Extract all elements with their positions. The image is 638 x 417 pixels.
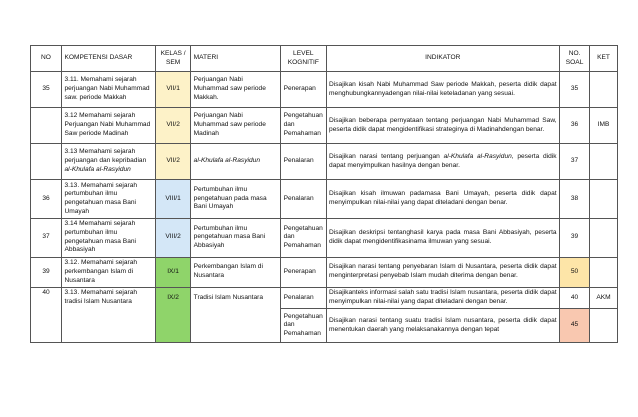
row-level: Pengetahuan dan Pemahaman — [281, 108, 326, 144]
row-no-soal: 37 — [560, 144, 590, 180]
table-row — [31, 257, 618, 287]
row-indikator: Disajikan narasi tentang suatu tradisi Islam nusantara, peserta didik dapat menentukan daerah yang melaksanakannya dengan tepat — [326, 309, 560, 343]
kd-text: 3.13 Memahami sejarah perjuangan dan kepribadian — [64, 148, 147, 165]
row-indikator: Disajikan kisah ilmuwan padamasa Bani Umayah, peserta didik dapat menyimpulkan nilai-nilai yang dapat diteladani dengan benar. — [326, 180, 560, 219]
row-kompetensi-dasar: 3.13. Memahami sejarah tradisi Islam Nusantara — [62, 287, 156, 342]
header-no: NO — [31, 46, 62, 72]
row-no-soal: 45 — [560, 309, 590, 343]
row-ket — [590, 144, 618, 180]
row-kelas: VIII/1 — [156, 180, 191, 219]
header-kelas-sem — [156, 46, 191, 72]
header-soal-line1: NO. — [568, 49, 581, 57]
row-materi — [191, 144, 281, 180]
row-indikator: Disajikan kisah Nabi Muhammad Saw periode Makkah, peserta didik dapat menghubungkannyadengan nilai-nilai keteladanan yang sesuai. — [326, 72, 560, 108]
header-kompetensi-dasar: KOMPETENSI DASAR — [62, 46, 156, 72]
header-level-line2: KOGNITIF — [287, 58, 319, 66]
table-row — [31, 180, 618, 219]
row-ket: IMB — [590, 108, 618, 144]
table-row — [31, 287, 618, 308]
row-kelas: VII/2 — [156, 108, 191, 144]
row-materi: Perjuangan Nabi Muhammad saw periode Madinah — [191, 108, 281, 144]
row-indikator — [326, 144, 560, 180]
row-no-soal: 38 — [560, 180, 590, 219]
row-indikator: Disajikan beberapa pernyataan tentang perjuangan Nabi Muhammad Saw, peserta didik dapat mengidentifikasi strateginya di Madinahdengan benar. — [326, 108, 560, 144]
row-no-soal: 40 — [560, 287, 590, 308]
indikator-italic-text: al-Khulafa al-Rasyidun — [443, 152, 512, 160]
row-kelas: VIII/2 — [156, 218, 191, 257]
row-kelas: VII/2 — [156, 144, 191, 180]
row-kompetensi-dasar: 3.13. Memahami sejarah pertumbuhan ilmu pengetahuan masa Bani Umayah — [62, 180, 156, 219]
header-kelas-line1: KELAS / — [160, 49, 186, 57]
row-kompetensi-dasar: 3.14 Memahami sejarah pertumbuhan ilmu pengetahuan masa Bani Abbasiyah — [62, 218, 156, 257]
row-level: Penalaran — [281, 287, 326, 308]
row-indikator: Disajikan deskripsi tentanghasil karya pada masa Bani Abbasiyah, peserta didik dapat mengidentifikasinama ilmuwan yang sesuai. — [326, 218, 560, 257]
kd-italic-text: al-Khulafa al-Rasyidun — [64, 165, 131, 173]
row-ket — [590, 72, 618, 108]
row-no: 40 — [31, 287, 62, 342]
row-level: Pengetahuan dan Pemahaman — [281, 309, 326, 343]
row-no: 39 — [31, 257, 62, 287]
row-kompetensi-dasar: 3.12 Memahami sejarah Perjuangan Nabi Muhammad Saw periode Madinah — [62, 108, 156, 144]
row-level: Pengetahuan dan Pemahaman — [281, 218, 326, 257]
kisi-kisi-table — [30, 45, 618, 343]
row-level: Penalaran — [281, 144, 326, 180]
row-kompetensi-dasar — [62, 144, 156, 180]
header-soal-line2: SOAL — [565, 58, 584, 66]
row-no — [31, 144, 62, 180]
indikator-text-end: , peserta didik dapat menyimpulkan hasilnya dengan benar. — [329, 152, 557, 169]
row-no: 37 — [31, 218, 62, 257]
row-materi: Perjuangan Nabi Muhammad saw periode Makkah. — [191, 72, 281, 108]
row-ket — [590, 218, 618, 257]
header-level-line1: LEVEL — [293, 49, 314, 57]
table-row — [31, 144, 618, 180]
header-indikator: INDIKATOR — [326, 46, 560, 72]
table-row — [31, 108, 618, 144]
row-no — [31, 108, 62, 144]
header-materi: MATERI — [191, 46, 281, 72]
row-ket: AKM — [590, 287, 618, 308]
header-row — [31, 46, 618, 72]
row-no-soal: 35 — [560, 72, 590, 108]
header-ket: KET — [590, 46, 618, 72]
row-ket-empty — [590, 309, 618, 343]
row-level: Penerapan — [281, 72, 326, 108]
header-no-soal — [560, 46, 590, 72]
row-level: Penalaran — [281, 180, 326, 219]
row-materi: Pertumbuhan ilmu pengetahuan masa Bani Abbasiyah — [191, 218, 281, 257]
header-level-kognitif — [281, 46, 326, 72]
table-row — [31, 218, 618, 257]
row-kelas: IX/1 — [156, 257, 191, 287]
row-indikator: Disajikanteks informasi salah satu tradisi Islam nusantara, peserta didik dapat menyimpulkan nilai-nilai yang dapat diteladani dengan benar. — [326, 287, 560, 308]
header-kelas-line2: SEM — [165, 58, 181, 66]
row-kelas: IX/2 — [156, 287, 191, 342]
row-no-soal: 36 — [560, 108, 590, 144]
row-ket — [590, 180, 618, 219]
row-no: 35 — [31, 72, 62, 108]
row-materi: Perkembangan Islam di Nusantara — [191, 257, 281, 287]
table-row — [31, 72, 618, 108]
materi-italic-text: al-Khulafa al-Rasyidun — [193, 157, 260, 165]
row-ket — [590, 257, 618, 287]
row-materi: Tradisi Islam Nusantara — [191, 287, 281, 342]
row-no: 36 — [31, 180, 62, 219]
row-kompetensi-dasar: 3.11. Memahami sejarah perjuangan Nabi Muhammad saw. periode Makkah — [62, 72, 156, 108]
indikator-text: Disajikan narasi tentang perjuangan — [329, 152, 444, 160]
row-materi: Pertumbuhan ilmu pengetahuan pada masa Bani Umayah — [191, 180, 281, 219]
row-kelas: VII/1 — [156, 72, 191, 108]
row-no-soal: 50 — [560, 257, 590, 287]
row-level: Penerapan — [281, 257, 326, 287]
row-no-soal: 39 — [560, 218, 590, 257]
row-kompetensi-dasar: 3.12. Memahami sejarah perkembangan Islam di Nusantara — [62, 257, 156, 287]
row-indikator: Disajikan narasi tentang penyebaran Islam di Nusantara, peserta didik dapat menginterpretasi penyebab Islam mudah diterima dengan benar. — [326, 257, 560, 287]
